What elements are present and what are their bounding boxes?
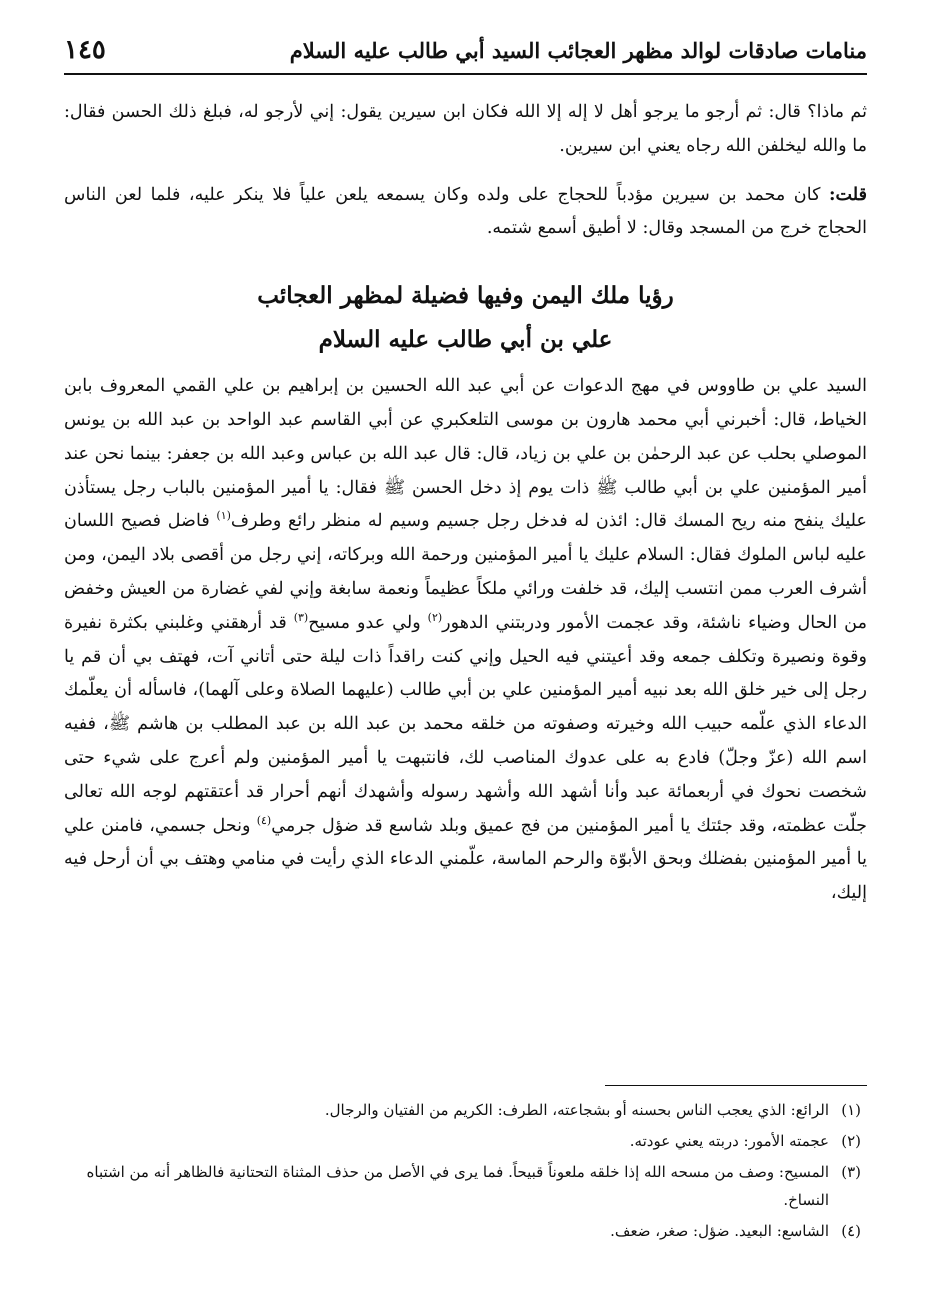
narration-part-3: ولي عدو مسيح	[308, 612, 428, 633]
paragraph-note	[64, 178, 867, 247]
page-body	[64, 96, 867, 911]
footnote-text: الشاسع: البعيد. ضؤل: صغر، ضعف.	[610, 1222, 829, 1240]
footnote-text: عجمته الأمور: دربته يعني عودته.	[629, 1132, 829, 1150]
running-title: منامات صادقات لوالد مظهر العجائب السيد أبي طالب عليه السلام	[289, 37, 867, 63]
footnote	[64, 1158, 861, 1214]
narration-part-1: السيد علي بن طاووس في مهج الدعوات عن أبي عبد الله الحسين بن إبراهيم بن علي القمي المعروف بابن الخياط، قال: أخبرني أبي محمد هارون بن موسى التلعكبري عن أبي القاسم عبد الواحد بن عبد الله بن يونس الموصلي بحلب عن عبد الرحمٰن بن علي بن زياد، قال: قال عبد الله بن عباس وعبد الله بن جعفر: بينما نحن عند أمير المؤمنين علي بن أبي طالب ﷺ ذات يوم إذ دخل الحسن ﷺ فقال: يا أمير المؤمنين بالباب رجل يستأذن عليك ينفح منه ريح المسك قال: ائذن له فدخل رجل جسيم وسيم له منظر رائع وطرف	[64, 376, 867, 532]
section-heading-line-2: علي بن أبي طالب عليه السلام	[318, 326, 613, 354]
footnote-ref-2[interactable]: (٢)	[427, 610, 443, 624]
footnote-number: (٢)	[841, 1132, 861, 1150]
footnote-divider	[605, 1085, 867, 1086]
running-header	[64, 30, 867, 70]
footnote-number: (١)	[841, 1101, 861, 1119]
footnotes	[64, 1096, 861, 1248]
narration-part-2: فاضل فصيح اللسان عليه لباس الملوك فقال: السلام عليك يا أمير المؤمنين ورحمة الله وبركاته، إني رجل من أقصى بلاد اليمن، ومن أشرف العرب ممن انتسب إليك، قد خلفت ورائي ملكاً عظيماً ونعمة سابغة وإني لفي غضارة من العيش وخفض من الحال وضياء ناشئة، وقد عجمت الأمور ودربتني الدهور	[64, 511, 867, 633]
footnote	[64, 1127, 861, 1155]
footnote-number: (٣)	[841, 1163, 861, 1181]
note-text: كان محمد بن سيرين مؤدباً للحجاج على ولده وكان يسمعه يلعن علياً فلا ينكر عليه، فلما لعن الناس الحجاج خرج من المسجد وقال: لا أطيق أسمع شتمه.	[64, 184, 867, 239]
paragraph-continuation: ثم ماذا؟ قال: ثم أرجو ما يرجو أهل لا إله إلا الله فكان ابن سيرين يقول: إني لأرجو له، فبلغ ذلك الحسن فقال: ما والله ليخلفن الله رجاه يعني ابن سيرين.	[64, 102, 867, 156]
footnote	[64, 1217, 861, 1245]
footnote-text: المسيح: وصف من مسحه الله إذا خلقه ملعوناً قبيحاً. فما يرى في الأصل من حذف المثناة التحتانية فالظاهر أنه من اشتباه النساخ.	[86, 1163, 829, 1209]
footnote-ref-4[interactable]: (٤)	[256, 813, 272, 827]
note-lead: قلت:	[828, 183, 867, 205]
footnote-ref-1[interactable]: (١)	[216, 509, 231, 523]
footnote-ref-3[interactable]: (٣)	[293, 610, 309, 624]
footnote-number: (٤)	[841, 1222, 861, 1240]
page-number: ١٤٥	[64, 35, 106, 65]
section-heading-line-1: رؤيا ملك اليمن وفيها فضيلة لمظهر العجائب	[257, 282, 674, 310]
main-narration	[64, 370, 867, 911]
narration-part-5: ونحل جسمي، فامنن علي يا أمير المؤمنين بفضلك وبحق الأبوّة والرحم الماسة، علّمني الدعاء الذي رأيت في منامي وهتف بي أن أرحل فيه إليك،	[64, 815, 868, 904]
header-divider	[64, 73, 867, 75]
footnote-text: الرائع: الذي يعجب الناس بحسنه أو بشجاعته، الطرف: الكريم من الفتيان والرجال.	[324, 1101, 829, 1119]
footnote	[64, 1096, 861, 1124]
narration-part-4: قد أرهقني وغلبني بكثرة نفيرة وقوة ونصيرة وتكلف جمعه وقد أعيتني فيه الحيل وإني كنت راقداً ذات ليلة حتى أتاني آت، فهتف بي أن قم يا رجل إلى خير خلق الله بعد نبيه أمير المؤمنين علي بن أبي طالب (عليهما الصلاة وعلى آلهما)، فاسأله أن يعلّمك الدعاء الذي علّمه حبيب الله وخيرته وصفوته من خلقه محمد بن عبد الله بن عبد المطلب بن هاشم ﷺ، ففيه اسم الله (عزّ وجلّ) فادع به على عدوك المناصب لك، فانتبهت يا أمير المؤمنين ولم أعرج على شيء حتى شخصت نحوك في أربعمائة عبد وأنا أشهد الله وأشهد رسوله وأشهدك أنهم أحرار قد أعتقتهم لوجه الله تعالى جلّت عظمته، وقد جئتك يا أمير المؤمنين من فج عميق وبلد شاسع قد ضؤل جرمي	[64, 612, 868, 836]
